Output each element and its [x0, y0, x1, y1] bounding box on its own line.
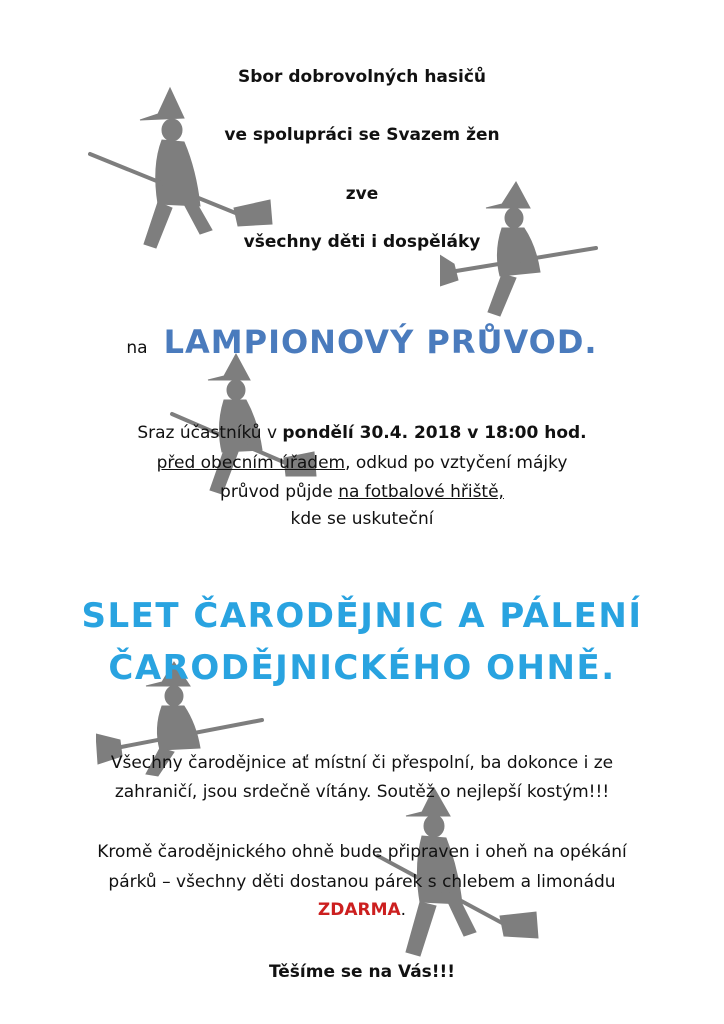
main-event-line1: SLET ČARODĚJNIC A PÁLENÍ — [81, 596, 643, 636]
meeting-time — [0, 422, 724, 444]
event-title-line — [0, 322, 724, 368]
meeting-prefix: Sraz účastníků v — [137, 423, 283, 443]
header-cooperation: ve spolupráci se Svazem žen — [224, 125, 500, 145]
route-prefix: průvod půjde — [220, 482, 339, 502]
food-line1: Kromě čarodějnického ohně bude připraven i oheň na opékání — [97, 842, 627, 862]
header-audience: všechny děti i dospěláky — [243, 232, 481, 252]
event-location-note: kde se uskuteční — [290, 509, 434, 529]
header-invites: zve — [345, 184, 379, 204]
event-prefix: na — [126, 338, 148, 358]
witch-silhouette-icon — [88, 84, 274, 254]
closing-line: Těšíme se na Vás!!! — [268, 962, 456, 982]
food-free — [0, 899, 724, 921]
main-event-line2: ČARODĚJNICKÉHO OHNĚ. — [108, 648, 616, 688]
free-label: ZDARMA — [317, 900, 401, 920]
free-dot: . — [400, 900, 407, 920]
procession-route — [0, 481, 724, 503]
invite-line2: zahraničí, jsou srdečně vítány. Soutěž o nejlepší kostým!!! — [114, 782, 610, 802]
meeting-place — [0, 452, 724, 474]
meeting-place-underlined: před obecním úřadem — [156, 453, 346, 473]
invite-line1: Všechny čarodějnice ať místní či přespolní, ba dokonce i ze — [110, 753, 614, 773]
event-title: LAMPIONOVÝ PRŮVOD. — [163, 323, 598, 361]
header-organizer: Sbor dobrovolných hasičů — [237, 67, 487, 87]
meeting-datetime: pondělí 30.4. 2018 v 18:00 hod. — [282, 423, 587, 443]
meeting-place-rest: , odkud po vztyčení májky — [345, 453, 568, 473]
food-line2: párků – všechny děti dostanou párek s chlebem a limonádu — [108, 872, 616, 892]
route-destination: na fotbalové hřiště, — [338, 482, 504, 502]
